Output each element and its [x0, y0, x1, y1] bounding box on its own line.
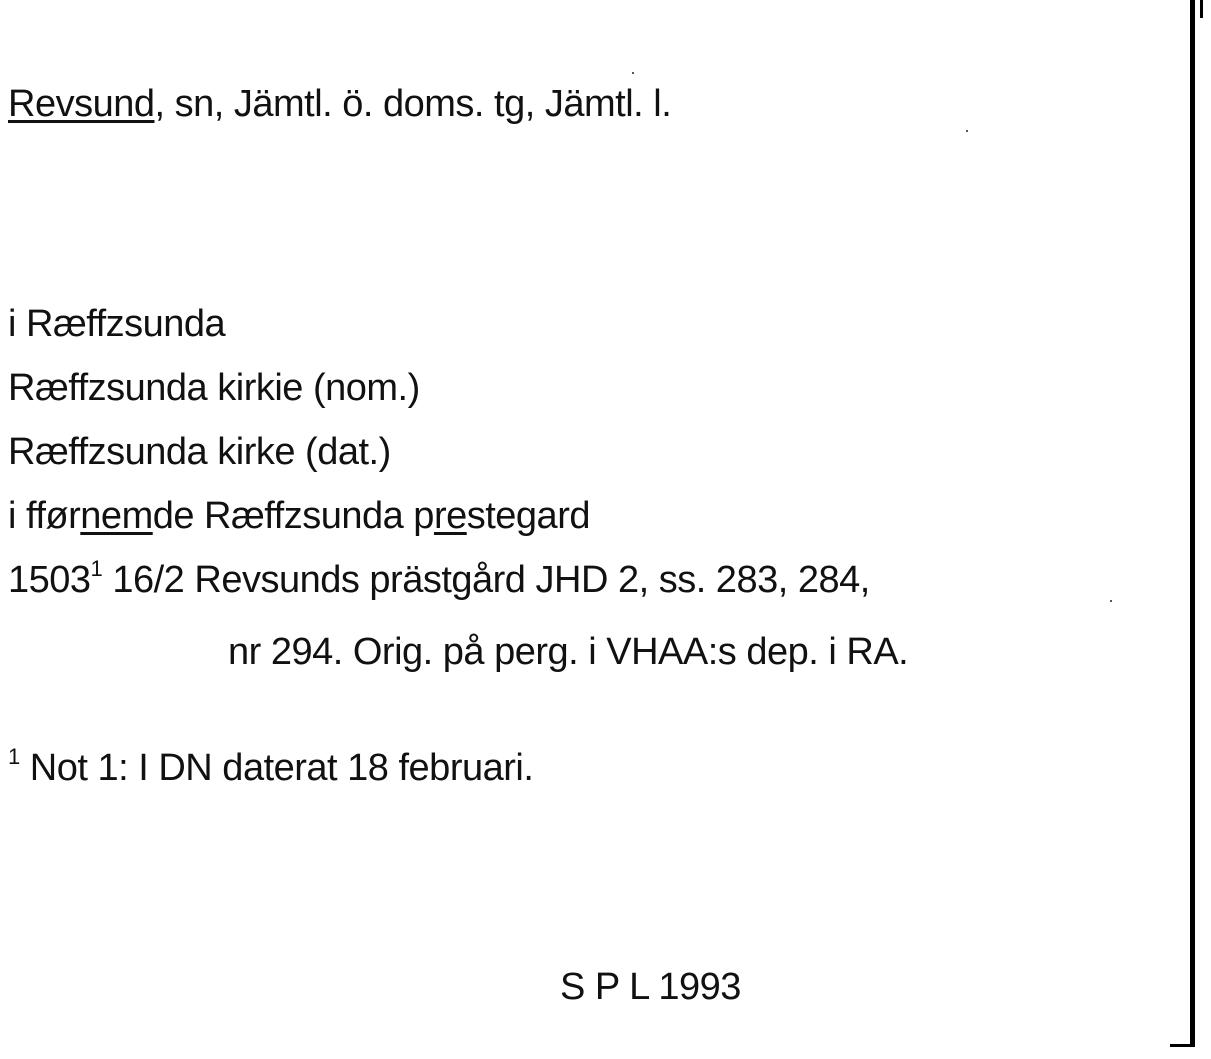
card-right-border — [1190, 0, 1195, 1045]
entry-heading — [8, 82, 671, 126]
source-line-1 — [8, 558, 870, 602]
footnote-text: Not 1: I DN daterat 18 februari. — [19, 747, 534, 789]
card-border-corner — [1170, 1044, 1195, 1047]
footnote — [8, 746, 533, 790]
form4-part1: i ffør — [8, 495, 81, 537]
source-year: 1503 — [8, 559, 91, 601]
source-citation: 16/2 Revsunds prästgård JHD 2, ss. 283, 284, — [102, 559, 870, 601]
scan-speck — [1110, 600, 1112, 602]
form4-part5: stegard — [466, 495, 590, 537]
card-edge-top-mark — [1200, 0, 1203, 18]
signature: S P L 1993 — [560, 966, 741, 1008]
heading-details: , sn, Jämtl. ö. doms. tg, Jämtl. l. — [154, 83, 672, 125]
attested-form-3: Ræffzsunda kirke (dat.) — [8, 431, 391, 473]
attested-form-1: i Ræffzsunda — [8, 303, 226, 345]
source-line-2: nr 294. Orig. på perg. i VHAA:s dep. i RA. — [228, 631, 909, 673]
form4-underlined-1: nem — [80, 495, 153, 537]
attested-form-4 — [8, 494, 590, 538]
form4-underlined-2: re — [433, 495, 467, 537]
scan-speck — [632, 72, 634, 74]
form4-part3: de Ræffzsunda p — [152, 495, 434, 537]
place-name: Revsund — [8, 83, 155, 125]
footnote-mark: 1 — [8, 744, 20, 769]
scan-speck — [966, 130, 968, 132]
attested-form-2: Ræffzsunda kirkie (nom.) — [8, 367, 420, 409]
source-footnote-mark: 1 — [90, 556, 103, 581]
